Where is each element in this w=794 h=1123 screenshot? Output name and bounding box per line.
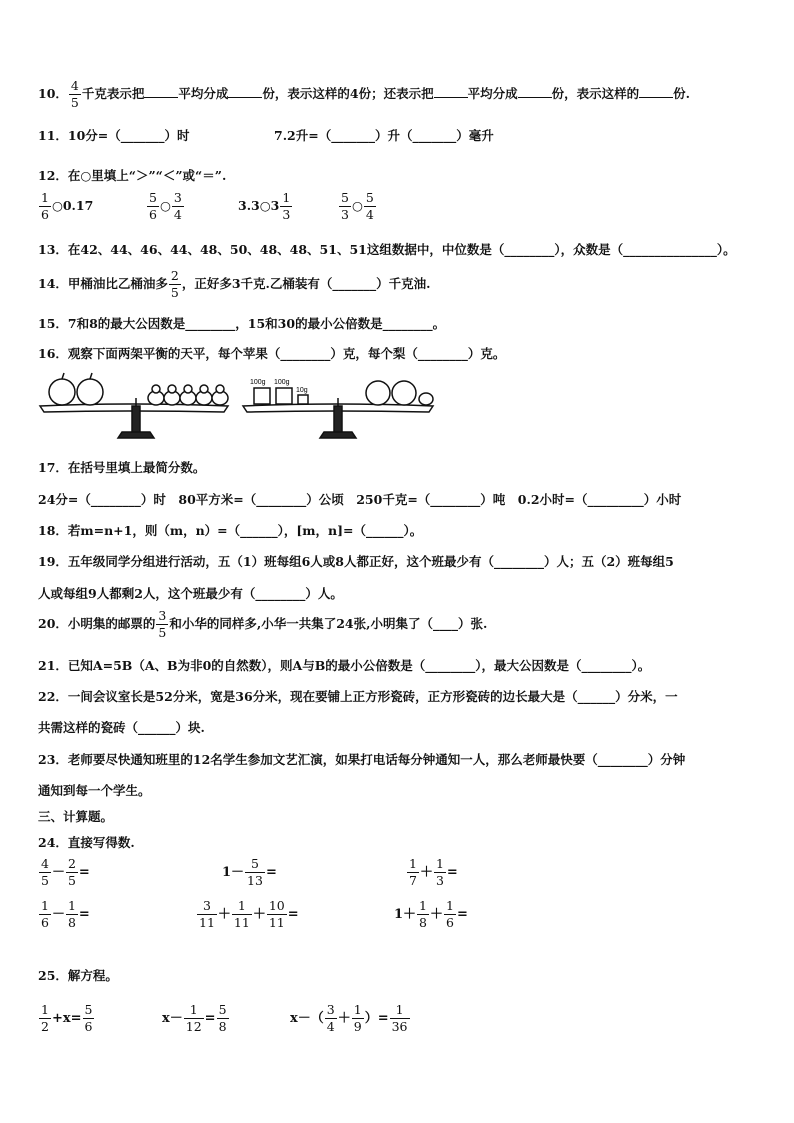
question-20: 20．小明集的邮票的 $\frac{3}{5}$ 和小华的同样多,小华一共集了24张,小明集了（____）张. [38,608,488,640]
question-18: 18．若m=n+1，则（m，n）=（______），[m，n]=（______）。 [38,523,423,538]
question-11: 11．10分=（_______）时 [38,128,190,143]
balance-scales-illustration [38,368,458,444]
question-24: 24．直接写得数. [38,835,135,850]
calc-expression: 1＋ $\frac{1}{8}$ ＋ $\frac{1}{6}$ = [394,898,468,930]
question-21: 21．已知A=5B（A、B为非0的自然数），则A与B的最小公倍数是（________），最大公因数是（________）。 [38,658,651,673]
calc-expression: $\frac{1}{6}$ － $\frac{1}{8}$ = [41,898,90,930]
question-17-items: 24分=（________）时 80平方米=（________）公顷 250千克=（________）吨 0.2小时=（_________）小时 [38,492,682,507]
question-25: 25．解方程。 [38,968,118,983]
weight-icon [298,395,308,404]
question-12: 12．在○里填上“＞”“＜”或“＝”. [38,168,227,183]
balance-scale-left [40,373,228,438]
pear-icon [419,393,433,405]
compare-item-3: 3.3○3 $\frac{1}{3}$ [238,190,291,222]
question-17: 17．在括号里填上最简分数。 [38,460,206,475]
calc-expression: 1－ $\frac{5}{13}$ = [222,856,277,888]
weight-label: 10g [296,387,308,394]
apple-icon [49,379,75,405]
compare-item-4: $\frac{5}{3}$ ○ $\frac{5}{4}$ [341,190,374,222]
weight-label: 100g [250,379,266,386]
weight-icon [276,388,292,404]
question-22-cont: 共需这样的瓷砖（______）块. [38,720,205,735]
fraction: $\frac{4}{5}$ [70,78,79,110]
answer-blank[interactable] [434,85,468,98]
question-11-b: 7.2升=（_______）升（_______）毫升 [274,128,494,143]
question-23: 23．老师要尽快通知班里的12名学生参加文艺汇演，如果打电话每分钟通知一人，那么老师最快要（________）分钟 [38,752,686,767]
compare-item-2: $\frac{5}{6}$ ○ $\frac{3}{4}$ [149,190,182,222]
question-22: 22．一间会议室长是52分米，宽是36分米，现在要铺上正方形瓷砖，正方形瓷砖的边长最大是（______）分米，一 [38,689,678,704]
weight-label: 100g [274,379,290,386]
apple-icon [366,381,390,405]
answer-blank[interactable] [144,85,178,98]
calc-expression: $\frac{3}{11}$ ＋ $\frac{1}{11}$ ＋ $\frac{10}{11}$ = [199,898,299,930]
section-heading: 三、计算题。 [38,809,114,824]
equation: x－ $\frac{1}{12}$ = $\frac{5}{8}$ [162,1002,227,1034]
question-19: 19．五年级同学分组进行活动，五（1）班每组6人或8人都正好，这个班最少有（________）人；五（2）班每组5 [38,554,674,569]
calc-expression: $\frac{1}{7}$ ＋ $\frac{1}{3}$ = [409,856,458,888]
question-23-cont: 通知到每一个学生。 [38,783,151,798]
apple-icon [77,379,103,405]
question-19-cont: 人或每组9人都剩2人，这个班最少有（________）人。 [38,586,343,601]
answer-blank[interactable] [228,85,262,98]
question-14: 14．甲桶油比乙桶油多 $\frac{2}{5}$ ，正好多3千克.乙桶装有（_______）千克油. [38,268,431,300]
equation: x－（ $\frac{3}{4}$ ＋ $\frac{1}{9}$ ）= $\frac{1}{36}$ [290,1002,408,1034]
answer-blank[interactable] [639,85,673,98]
question-13: 13．在42、44、46、44、48、50、48、48、51、51这组数据中，中位数是（________），众数是（_______________）。 [38,242,736,257]
question-10: 10． $\frac{4}{5}$ 千克表示把 平均分成 份，表示这样的4份；还表示把 平均分成 份，表示这样的 份. [38,78,690,110]
apple-icon [392,381,416,405]
weight-icon [254,388,270,404]
answer-blank[interactable] [518,85,552,98]
balance-scale-right [243,381,433,438]
equation: $\frac{1}{2}$ +x= $\frac{5}{6}$ [41,1002,93,1034]
calc-expression: $\frac{4}{5}$ － $\frac{2}{5}$ = [41,856,90,888]
question-16: 16．观察下面两架平衡的天平，每个苹果（________）克，每个梨（________）克。 [38,346,506,361]
compare-item-1: $\frac{1}{6}$ ○0.17 [41,190,94,222]
question-15: 15．7和8的最大公因数是________，15和30的最小公倍数是________。 [38,316,446,331]
